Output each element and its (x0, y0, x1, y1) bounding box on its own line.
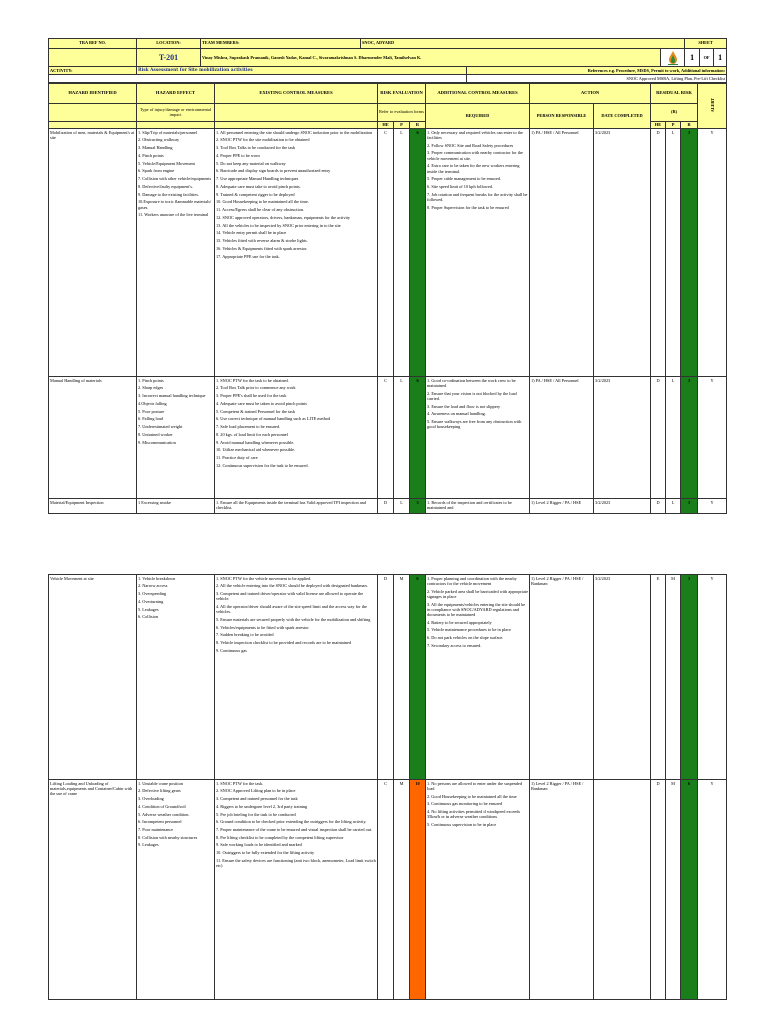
existing-controls (215, 575, 378, 780)
residual-r-heading: R (681, 121, 698, 129)
hazard-effect-line: 2. Narrow access (138, 583, 168, 589)
additional-controls-line: 5. Ensure walkways are free from any obstruction with good housekeeping (427, 419, 522, 430)
hazard-effect-line: 7. Collision with other vehicle/equipments (138, 176, 212, 182)
existing-controls-line: 8. Pre lifting checklist to be completed by the competent lifting supervisor (216, 834, 344, 840)
references-label: References e.g. Procedure, MSDS, Permit to work, Additional information: (467, 67, 727, 75)
existing-controls-line: 6. Vehicles/equipments to be fitted with spark arrestor (216, 624, 309, 630)
risk-r: 10 (410, 780, 426, 1000)
existing-controls-line: 10. Utilize mechanical aid whenever possible. (216, 447, 296, 453)
existing-controls-line: 7. Safe load placement to be ensured. (216, 424, 281, 430)
additional-controls (426, 377, 530, 499)
additional-controls-line: 4. Battery to be secured appropriately (427, 619, 492, 625)
location-label: LOCATION: (137, 39, 201, 49)
existing-controls (215, 780, 378, 1000)
additional-controls-line: 2. Follow SNOC Site and Road Safety procedures (427, 142, 514, 148)
risk-r: 6 (410, 377, 426, 499)
additional-controls-line: 6. Do not park vehicles on the slope surface. (427, 635, 504, 641)
date-completed: 3/2/2023 (594, 377, 651, 499)
hazard-effect-line: 5. Poor posture (138, 408, 165, 414)
existing-controls-line: 1. Ensure all the Equipments inside the terminal has Valid approved TPI inspection and checklist. (216, 499, 366, 510)
hazard-effect-line: 7. Underestimated weight (138, 424, 183, 430)
col-existing-controls: EXISTING CONTROL MEASURES (215, 83, 378, 103)
existing-controls-line: 11. Practice duty of care (216, 455, 258, 461)
hazard-effect-line: 6. Collision (138, 614, 159, 620)
hazard-effect-line: 1. Vehicle breakdown (138, 575, 176, 581)
existing-controls-line: 7. Use appropriate Manual Handling techniques (216, 176, 299, 182)
alert-flag: Y (698, 575, 727, 780)
sheet-number: 1 (685, 49, 700, 67)
tra-ref-label: TRA REF NO. (49, 39, 137, 49)
additional-controls-line: 1. Records of the inspection and certificates to be maintained and (427, 499, 512, 510)
existing-controls-line: 4. Adequate care must be taken to avoid pinch points (216, 400, 307, 406)
activity-label: ACTIVITY: (49, 67, 137, 75)
hazard-identified: Mobilization of men, materials & Equipment's at site (49, 129, 137, 377)
hazard-effect-line: 7. Poor maintenance (138, 827, 174, 832)
hazard-effect-line: 4. Condition of Ground/soil (138, 803, 186, 809)
existing-controls-line: 5. Competent & trained Personnel for the task (216, 408, 295, 414)
additional-controls-line: 5. Vehicle maintenance procedures to be in place (427, 627, 511, 633)
hazard-effect-line: 3. Overloading (138, 796, 164, 802)
activity-value: Risk Assessment for Site mobilization activities (137, 67, 467, 75)
existing-controls-line: 17. Appropriate PPE use for the task. (216, 253, 280, 259)
table-row (49, 129, 727, 377)
residual-r: 3 (681, 575, 698, 780)
header-table (48, 38, 727, 83)
alert-flag: Y (698, 377, 727, 499)
existing-controls-line: 3. Proper PPE's shall be used for the task (216, 393, 287, 399)
hazard-effect-line: 6. Incompetent personnel (138, 819, 182, 825)
person-responsible: 1) Level 2 Rigger / PA / HSE / Bankman (530, 780, 594, 1000)
risk-p: L (394, 377, 410, 499)
hazard-effect-line: 3. Incorrect manual handling technique (138, 393, 206, 399)
residual-p-heading: P (666, 121, 681, 129)
residual-p: L (666, 499, 681, 514)
tra-ref-number: T-201 (158, 52, 179, 62)
existing-controls-line: 8. 20 kgs. of load limit for each personnel (216, 431, 288, 437)
existing-controls-line: 5. Do not keep any material on walkway (216, 160, 286, 166)
person-responsible: 1) PA / HSE / All Personnel (530, 129, 594, 377)
col-residual-risk: RESIDUAL RISK (651, 83, 698, 103)
hazard-effect (137, 129, 215, 377)
company-logo-icon (666, 50, 680, 66)
hazard-effect-line: 9. Miscommunication (138, 439, 176, 445)
residual-p: M (666, 780, 681, 1000)
existing-controls-line: 13. All the vehicles to be inspected by SNOC prior entering in to the site (216, 222, 341, 228)
hazard-effect-line: 1. Unstable crane position (138, 780, 183, 786)
date-completed: 3/2/2023 (594, 575, 651, 780)
hazard-effect (137, 575, 215, 780)
r-heading: R (410, 121, 426, 129)
col-risk-evaluation: RISK EVALUATION (378, 83, 426, 103)
site-name: SNOC, ADYARD (361, 39, 685, 49)
existing-controls-line: 1. SNOC PTW for the task. (216, 780, 264, 786)
col-additional-controls: ADDITIONAL CONTROL MEASURES (426, 83, 530, 103)
additional-controls (426, 780, 530, 1000)
existing-controls-line: 9. Continuous gas (216, 647, 247, 653)
risk-assessment-sheet (48, 38, 726, 514)
risk-he: C (378, 377, 394, 499)
hazard-effect-line: 11. Workers unaware of the live terminal (138, 212, 209, 218)
additional-controls-line: 3. All the equipments/vehicles entering the site should be in compliance with SNOC/ADYARD regulations and documents to be maintained (427, 601, 526, 617)
hazard-effect-line: 6. Falling load (138, 416, 163, 422)
existing-controls-line: 14. Vehicle entry permit shall be in place (216, 230, 287, 236)
risk-p: M (394, 575, 410, 780)
additional-controls-line: 4. Awareness on manual handling. (427, 411, 486, 417)
col-action: ACTION (530, 83, 651, 103)
hazard-effect-line: 6. Spark from engine (138, 168, 175, 174)
additional-controls (426, 129, 530, 377)
of-label: OF (700, 49, 714, 67)
additional-controls-line: 3. Continuous gas monitoring to be ensured (427, 801, 503, 807)
existing-controls-line: 8. Adequate care must take to avoid pinch points. (216, 183, 301, 189)
existing-controls-line: 2. Tool Box Talk prior to commence any work (216, 385, 296, 391)
existing-controls-line: 11. Ensure the safety devices are functioning (anti two block, anemometer, Load limit switch etc) (216, 857, 376, 869)
hazard-identified: Vehicle Movement at site (49, 575, 137, 780)
p-heading: P (394, 121, 410, 129)
hazard-identified: Material/Equipment Inspection (49, 499, 137, 514)
alert-flag: Y (698, 499, 727, 514)
hazard-effect-line: 2. Defective lifting gears (138, 788, 181, 794)
risk-r: 6 (410, 575, 426, 780)
hazard-effect-line: 3. Overspeeding (138, 591, 167, 597)
risk-assessment-sheet-continued (48, 574, 726, 1000)
additional-controls-line: 1. No persons are allowed to enter under the suspended load (427, 780, 522, 791)
table-row (49, 575, 727, 780)
additional-controls-line: 1. Proper planning and coordination with the nearby contractors for the vehicle movement (427, 575, 517, 586)
existing-controls (215, 499, 378, 514)
residual-p: M (666, 575, 681, 780)
hazard-effect-line: 3. Manual Handling (138, 145, 173, 151)
additional-controls-line: 3. Ensure the load and floor is not slippery (427, 403, 501, 409)
risk-p: L (394, 499, 410, 514)
existing-controls-line: 9. Avoid manual handling whenever possible. (216, 439, 295, 445)
risk-he: D (378, 499, 394, 514)
residual-subheading: (R) (651, 103, 698, 121)
risk-r: 3 (410, 499, 426, 514)
table-row (49, 377, 727, 499)
additional-controls-line: 2. Ensure that your vision is not blocked by the load carried. (427, 390, 517, 401)
additional-controls-line: 1. Good co-ordination between the work crew to be maintained (427, 377, 516, 388)
hazard-effect-line: 2. Sharp edges (138, 385, 164, 391)
person-responsible: 1) PA / HSE / All Personnel (530, 377, 594, 499)
person-responsible: 1) Level 2 Rigger / PA / HSE / Bankman (530, 575, 594, 780)
existing-controls-line: 8. Vehicle inspection checklist to be provided and records are to be maintained (216, 640, 352, 646)
alert-flag: Y (698, 780, 727, 1000)
date-completed: 3/2/2023 (594, 499, 651, 514)
additional-controls-line: 5. Continuous supervision to be in place (427, 822, 497, 827)
hazard-effect (137, 377, 215, 499)
additional-controls-line: 8. Proper Supervision for the task to be ensured (427, 204, 509, 210)
existing-controls-line: 3. Competent and trained personnel for the task (216, 796, 298, 802)
residual-he: E (651, 575, 666, 780)
risk-he: D (378, 575, 394, 780)
hazard-identified: Lifting Loading and Unloading of materials,equipments and Container/Cabin with the use of crane (49, 780, 137, 1000)
hazard-effect-line: 10.Exposure to toxic flammable materials/ gases. (138, 199, 212, 210)
residual-he-heading: HE (651, 121, 666, 129)
residual-r: 3 (681, 129, 698, 377)
date-completed (594, 780, 651, 1000)
references-value: SNOC Approved MSRA, Lifting Plan, Pre-Lift Checklist (467, 75, 727, 83)
residual-p: L (666, 129, 681, 377)
table-row (49, 499, 727, 514)
hazard-effect-line: 4.Objects falling (138, 400, 167, 406)
he-heading: HE (378, 121, 394, 129)
hazard-effect-line: 5. Adverse weather condition. (138, 811, 190, 817)
date-completed-heading: DATE COMPLETED (594, 103, 651, 129)
existing-controls-line: 3. Tool Box Talks to be conducted for the task (216, 145, 296, 151)
existing-controls (215, 377, 378, 499)
existing-controls-line: 9. Trained & competent rigger to be deployed (216, 191, 295, 197)
hazard-effect-line: 1 Excessing smoke (138, 499, 171, 505)
existing-controls-line: 10. Good Housekeeping to be maintained all the time. (216, 199, 309, 205)
hazard-effect-line: 4. Pinch points (138, 152, 164, 158)
person-responsible: 1) Level 2 Rigger / PA / HSE (530, 499, 594, 514)
additional-controls-line: 3. Proper communication with nearby contractor for the vehicle movement at site. (427, 150, 523, 161)
effect-subheading: Type of injury/damage or environmental impact (137, 103, 215, 121)
col-alert: ALERT (709, 97, 715, 113)
additional-controls-line: 2. Vehicle parked area shall be barricaded with appropriate signages in place (427, 588, 528, 599)
existing-controls-line: 11. Access/Egress shall be clear of any obstruction. (216, 207, 305, 213)
hazard-effect-line: 5. Leakages (138, 606, 159, 612)
assessment-table-continued (48, 574, 727, 1000)
team-members-list: Vinay Mishra, Suprakash Pramanik, Ganesh Yadav, Kamal C., Sivaramakrishnan S. Dharmender Mali, Tamilselvan K. (201, 49, 661, 67)
existing-controls-line: 6. Use correct technique of manual handling such as LITE method (216, 416, 331, 422)
risk-subheading: Refer to evaluation forms (378, 103, 426, 121)
additional-controls-line: 5. Proper cable management to be ensured. (427, 176, 502, 182)
risk-he: C (378, 780, 394, 1000)
hazard-effect-line: 8. Collision with nearby structures (138, 834, 198, 840)
hazard-effect-line: 1. Pinch points (138, 377, 164, 383)
hazard-effect-line: 5. Vehicle/Equipment Movement (138, 160, 195, 166)
required-heading: REQUIRED (426, 103, 530, 129)
existing-controls-line: 16. Vehicles & Equipments fitted with spark arrestor. (216, 245, 308, 251)
existing-controls-line: 2. SNOC Approved Lifting plan to be in place (216, 788, 296, 794)
existing-controls-line: 4. Riggers to be undergone level 2, 3rd party training (216, 803, 308, 809)
risk-he: C (378, 129, 394, 377)
additional-controls (426, 575, 530, 780)
hazard-effect (137, 780, 215, 1000)
existing-controls-line: 4. Proper PPE to be worn (216, 152, 260, 158)
additional-controls-line: 1. Only necessary and required vehicles can enter to the facilities (427, 129, 523, 140)
existing-controls-line: 15. Vehicles fitted with reverse alarm & strobe lights. (216, 238, 308, 244)
hazard-effect-line: 1. Slip/Trip of materials/personnel (138, 129, 198, 135)
existing-controls-line: 10. Outriggers to be fully extended for the lifting activity (216, 850, 315, 856)
residual-p: L (666, 377, 681, 499)
existing-controls-line: 4. All the operator/driver should aware of the site speed limit and the access way for the vehicles. (216, 604, 367, 615)
residual-r: 3 (681, 499, 698, 514)
residual-r: 3 (681, 377, 698, 499)
hazard-effect-line: 8. Untrained worker (138, 431, 173, 437)
residual-r: 6 (681, 780, 698, 1000)
hazard-effect-line: 8. Defective/faulty equipment's. (138, 183, 193, 189)
existing-controls-line: 3. Competent and trained driver/operator with valid license are allowed to operate the vehicle. (216, 591, 364, 602)
residual-he: D (651, 377, 666, 499)
additional-controls-line: 7. Secondary access to ensured. (427, 642, 482, 648)
existing-controls-line: 12. Continuous supervision for the task to be ensured. (216, 462, 309, 468)
sheet-label: SHEET (685, 39, 727, 49)
team-members-label: TEAM MEMBERS: (201, 39, 361, 49)
hazard-effect-line: 2. Obstructing walkway (138, 137, 180, 143)
person-responsible-heading: PERSON RESPONSIBLE (530, 103, 594, 129)
existing-controls-line: 5. Pre job brieling for the task to be conducted (216, 811, 296, 817)
table-row (49, 780, 727, 1000)
hazard-effect-line: 4. Overturning (138, 598, 164, 604)
existing-controls-line: 5. Ensure materials are secured properly with the vehicle for the mobilization and shifting (216, 617, 371, 622)
existing-controls-line: 2. All the vehicle entering into the SNOC should be deployed with designated bankman. (216, 583, 368, 589)
col-hazard-effect: HAZARD EFFECT (137, 83, 215, 103)
col-hazard-identified: HAZARD IDENTIFIED (49, 83, 137, 103)
existing-controls-line: 7. Sudden breaking to be avoided (216, 632, 274, 638)
hazard-effect (137, 499, 215, 514)
existing-controls-line: 12. SNOC approved operators, drivers, banksman, equipments for the activity (216, 214, 351, 220)
additional-controls-line: 7. Job rotation and frequent breaks for the activity shall be followed. (427, 191, 528, 203)
existing-controls-line: 9. Safe working loads to be identified and marked (216, 842, 302, 848)
existing-controls-line: 1. SNOC PTW for the vehicle movement to be applied. (216, 575, 312, 581)
existing-controls (215, 129, 378, 377)
risk-p: L (394, 129, 410, 377)
existing-controls-line: 1. SNOC PTW for the task to be obtained. (216, 377, 289, 383)
assessment-table (48, 83, 727, 515)
additional-controls-line: 2. Good Housekeeping to be maintained all the time (427, 793, 517, 799)
existing-controls-line: 6. Barricade and display sign boards to prevent unauthorized entry (216, 168, 331, 174)
alert-flag: Y (698, 129, 727, 377)
existing-controls-line: 6. Ground condition to be checked prior extending the outriggers for the lifting activity. (216, 819, 367, 825)
existing-controls-line: 2. SNOC PTW for the site mobilization to be obtained (216, 137, 310, 143)
existing-controls-line: 7. Proper maintenance of the crane to be ensured and visual inspection shall be carried out. (216, 827, 373, 832)
hazard-effect-line: 9. Damage to the existing facilities. (138, 191, 199, 197)
additional-controls-line: 4. No lifting activities permitted if windspeed exceeds 35km/h or in adverse weather conditions (427, 809, 521, 820)
additional-controls-line: 6. Site speed limit of 10 kph followed. (427, 184, 494, 190)
risk-r: 6 (410, 129, 426, 377)
existing-controls-line: 1. All personnel entering the site should undergo SNOC induction prior to the mobilization (216, 129, 373, 135)
date-completed: 3/2/2023 (594, 129, 651, 377)
risk-p: M (394, 780, 410, 1000)
sheet-total: 1 (714, 49, 727, 67)
hazard-identified: Manual Handling of materials (49, 377, 137, 499)
residual-he: D (651, 780, 666, 1000)
additional-controls (426, 499, 530, 514)
additional-controls-line: 4. Extra care to be taken for the new workers entering inside the terminal. (427, 163, 520, 174)
hazard-effect-line: 9. Leakages (138, 842, 159, 848)
residual-he: D (651, 129, 666, 377)
residual-he: D (651, 499, 666, 514)
